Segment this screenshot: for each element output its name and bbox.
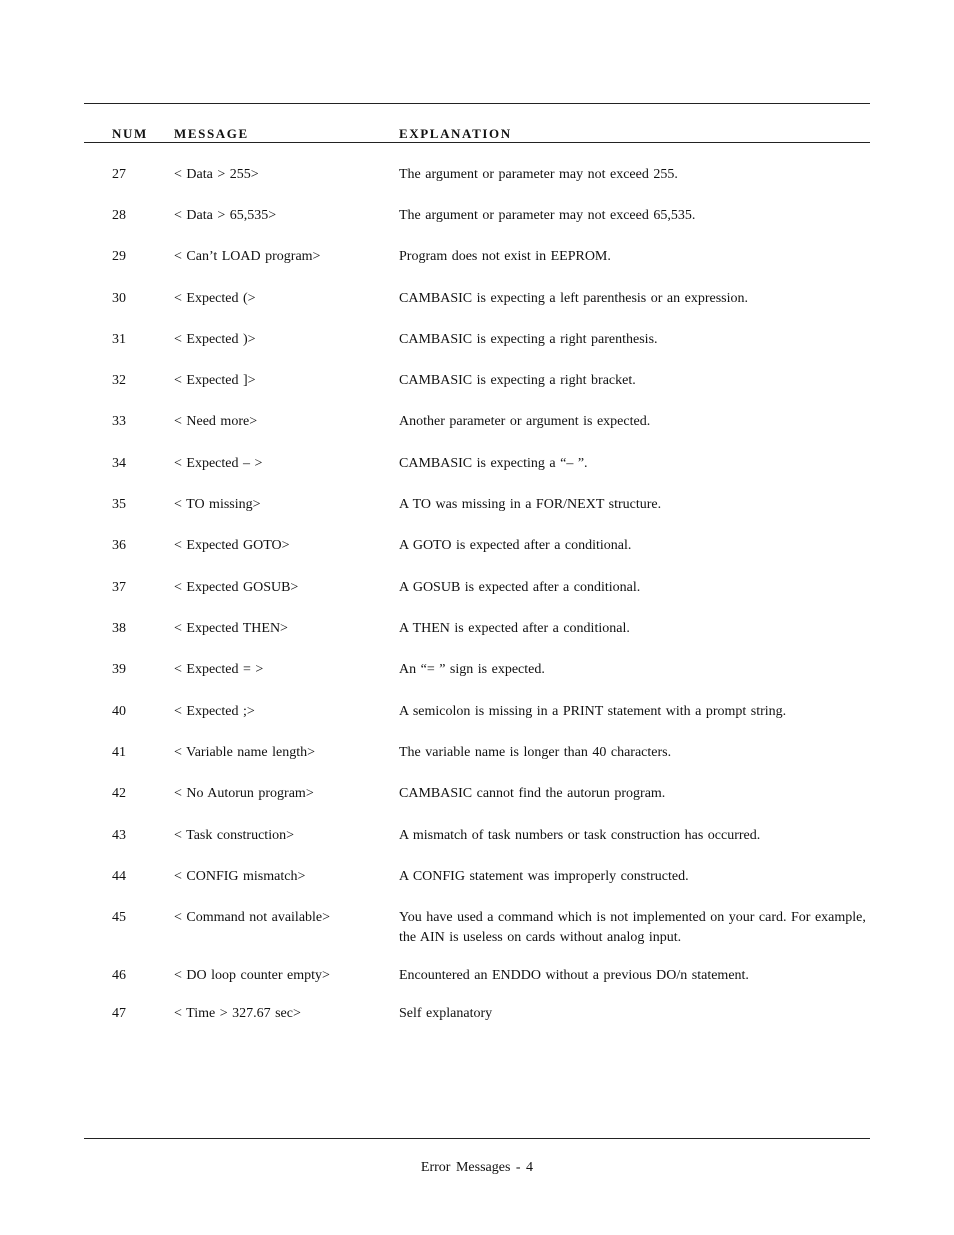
column-header-explanation: EXPLANATION — [399, 126, 512, 141]
error-number: 37 — [112, 580, 126, 595]
header-rule — [84, 142, 870, 143]
error-number: 46 — [112, 968, 126, 983]
error-explanation: The argument or parameter may not exceed 65,535. — [399, 208, 696, 223]
error-message: < Expected (> — [174, 291, 256, 306]
error-message: < Variable name length> — [174, 745, 315, 760]
error-number: 40 — [112, 704, 126, 719]
error-explanation: Program does not exist in EEPROM. — [399, 249, 611, 264]
footer-rule — [84, 1138, 870, 1139]
error-explanation: A semicolon is missing in a PRINT statement with a prompt string. — [399, 704, 787, 719]
error-message: < Expected – > — [174, 456, 263, 471]
error-explanation: A GOSUB is expected after a conditional. — [399, 580, 641, 595]
error-message: < Can’t LOAD program> — [174, 249, 321, 264]
error-message: < Expected = > — [174, 662, 264, 677]
error-number: 30 — [112, 291, 126, 306]
error-message: < Task construction> — [174, 828, 294, 843]
error-message: < Expected )> — [174, 332, 256, 347]
error-message: < Time > 327.67 sec> — [174, 1006, 301, 1021]
error-message: < Expected GOTO> — [174, 538, 290, 553]
error-message: < Expected ;> — [174, 704, 255, 719]
error-number: 44 — [112, 869, 126, 884]
error-explanation: CAMBASIC cannot find the autorun program. — [399, 786, 666, 801]
error-message: < Data > 65,535> — [174, 208, 277, 223]
error-number: 29 — [112, 249, 126, 264]
error-message: < Expected GOSUB> — [174, 580, 299, 595]
error-number: 45 — [112, 910, 126, 925]
error-number: 38 — [112, 621, 126, 636]
error-number: 33 — [112, 414, 126, 429]
error-number: 28 — [112, 208, 126, 223]
error-explanation: The variable name is longer than 40 characters. — [399, 745, 672, 760]
error-number: 35 — [112, 497, 126, 512]
error-number: 41 — [112, 745, 126, 760]
column-header-num: NUM — [112, 126, 148, 141]
error-number: 34 — [112, 456, 126, 471]
error-explanation: CAMBASIC is expecting a left parenthesis or an expression. — [399, 291, 748, 306]
column-header-message: MESSAGE — [174, 126, 249, 141]
error-number: 39 — [112, 662, 126, 677]
error-explanation: Self explanatory — [399, 1006, 493, 1021]
error-explanation: Another parameter or argument is expected. — [399, 414, 651, 429]
error-message: < Expected THEN> — [174, 621, 288, 636]
error-message: < DO loop counter empty> — [174, 968, 330, 983]
error-explanation: A THEN is expected after a conditional. — [399, 621, 630, 636]
error-explanation: A TO was missing in a FOR/NEXT structure. — [399, 497, 662, 512]
error-explanation: The argument or parameter may not exceed 255. — [399, 167, 678, 182]
error-message: < Data > 255> — [174, 167, 259, 182]
error-number: 32 — [112, 373, 126, 388]
error-message: < Need more> — [174, 414, 258, 429]
error-number: 47 — [112, 1006, 126, 1021]
error-number: 27 — [112, 167, 126, 182]
error-explanation: A CONFIG statement was improperly constructed. — [399, 869, 689, 884]
error-explanation: CAMBASIC is expecting a “– ”. — [399, 456, 588, 471]
error-explanation: You have used a command which is not implemented on your card. For example, the AIN is useless on cards without analog input. — [399, 910, 866, 945]
error-explanation: Encountered an ENDDO without a previous DO/n statement. — [399, 968, 749, 983]
error-explanation: A GOTO is expected after a conditional. — [399, 538, 632, 553]
error-explanation: An “= ” sign is expected. — [399, 662, 545, 677]
error-explanation: A mismatch of task numbers or task construction has occurred. — [399, 828, 761, 843]
error-message: < Expected ]> — [174, 373, 256, 388]
top-rule — [84, 103, 870, 104]
error-explanation: CAMBASIC is expecting a right bracket. — [399, 373, 636, 388]
error-number: 31 — [112, 332, 126, 347]
page-footer: Error Messages - 4 — [420, 1160, 534, 1175]
error-number: 36 — [112, 538, 126, 553]
error-message: < No Autorun program> — [174, 786, 314, 801]
error-explanation: CAMBASIC is expecting a right parenthesis. — [399, 332, 658, 347]
error-message: < CONFIG mismatch> — [174, 869, 306, 884]
error-number: 42 — [112, 786, 126, 801]
error-number: 43 — [112, 828, 126, 843]
error-message: < Command not available> — [174, 910, 331, 925]
error-message: < TO missing> — [174, 497, 261, 512]
